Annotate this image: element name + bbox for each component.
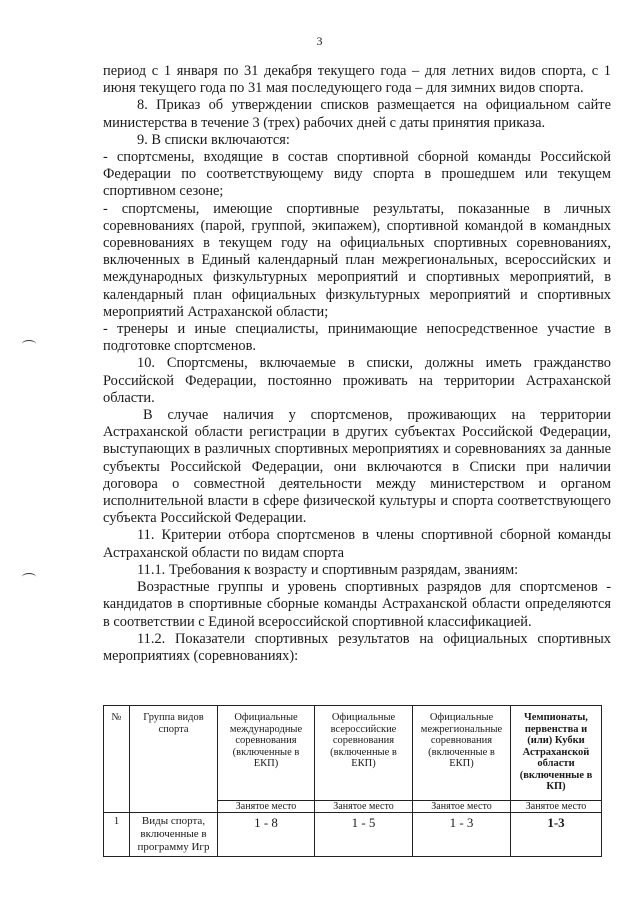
value-regional: 1-3: [511, 813, 602, 857]
header-interregional: Официальные межрегиональные соревнования (включенные в ЕКП): [413, 706, 511, 801]
list-item-athletes-national-team: - спортсмены, входящие в состав спортивной сборной команды Российской Федерации по соответствующему виду спорта в прошедшем или текущем спортивном сезоне;: [103, 149, 611, 200]
header-number: №: [104, 706, 130, 813]
paragraph-11: 11. Критерии отбора спортсменов в члены спортивной сборной команды Астраханской области по видам спорта: [103, 527, 611, 561]
subheader-place: Занятое место: [218, 801, 315, 813]
margin-hole-mark: [22, 573, 36, 581]
header-regional-championships: Чемпионаты, первенства и (или) Кубки Астраханской области (включенные в КП): [511, 706, 602, 801]
paragraph-10: 10. Спортсмены, включаемые в списки, должны иметь гражданство Российской Федерации, постоянно проживать на территории Астраханской области.: [103, 355, 611, 406]
subheader-place: Занятое место: [315, 801, 413, 813]
paragraph-11-1: 11.1. Требования к возрасту и спортивным разрядам, званиям:: [137, 561, 519, 578]
value-international: 1 - 8: [218, 813, 315, 857]
row-number: 1: [104, 813, 130, 857]
value-interregional: 1 - 3: [413, 813, 511, 857]
table-header-row: [104, 706, 602, 801]
header-all-russian: Официальные всероссийские соревнования (включенные в ЕКП): [315, 706, 413, 801]
margin-hole-mark: [22, 340, 36, 348]
list-item-coaches: - тренеры и иные специалисты, принимающие непосредственное участие в подготовке спортсменов.: [103, 321, 611, 355]
paragraph-11-2: 11.2. Показатели спортивных результатов на официальных спортивных мероприятиях (соревнованиях):: [103, 630, 611, 664]
subheader-place: Занятое место: [413, 801, 511, 813]
document-body: [103, 63, 611, 665]
paragraph-age-groups: Возрастные группы и уровень спортивных разрядов для спортсменов - кандидатов в спортивные сборные команды Астраханской области определяются в соответствии с Единой всероссийской спортивной классификацией.: [103, 579, 611, 630]
value-all-russian: 1 - 5: [315, 813, 413, 857]
list-item-athletes-results: - спортсмены, имеющие спортивные результаты, показанные в личных соревнованиях (парой, группой, экипажем), спортивной командой в командных соревнованиях в текущем году на официальных спортивных соревнованиях, включенных в Единый календарный план межрегиональных, всероссийских и международных физкультурных мероприятий и спортивных мероприятий, в календарный план официальных физкультурных мероприятий и спортивных мероприятий Астраханской области;: [103, 200, 611, 320]
paragraph-8: 8. Приказ об утверждении списков размещается на официальном сайте министерства в течение 3 (трех) рабочих дней с даты принятия приказа.: [103, 97, 611, 131]
table-row: [104, 813, 602, 857]
paragraph-9: 9. В списки включаются:: [137, 131, 290, 148]
results-table: [103, 705, 602, 857]
header-sport-group: Группа видов спорта: [130, 706, 218, 813]
subheader-place: Занятое место: [511, 801, 602, 813]
page-number: 3: [316, 34, 323, 48]
paragraph-period: период с 1 января по 31 декабря текущего года – для летних видов спорта, с 1 июня текущего года по 31 мая последующего года – для зимних видов спорта.: [103, 63, 611, 97]
row-sport-group: Виды спорта, включенные в программу Игр: [130, 813, 218, 857]
header-international: Официальные международные соревнования (включенные в ЕКП): [218, 706, 315, 801]
paragraph-registration: В случае наличия у спортсменов, проживающих на территории Астраханской области регистрации в других субъектах Российской Федерации, выступающих в различных спортивных мероприятиях и соревнованиях за данные субъекты Российской Федерации, они включаются в Списки при наличии договора о совместной деятельности между министерством и органом исполнительной власти в сфере физической культуры и спорта соответствующего субъекта Российской Федерации.: [103, 407, 611, 527]
